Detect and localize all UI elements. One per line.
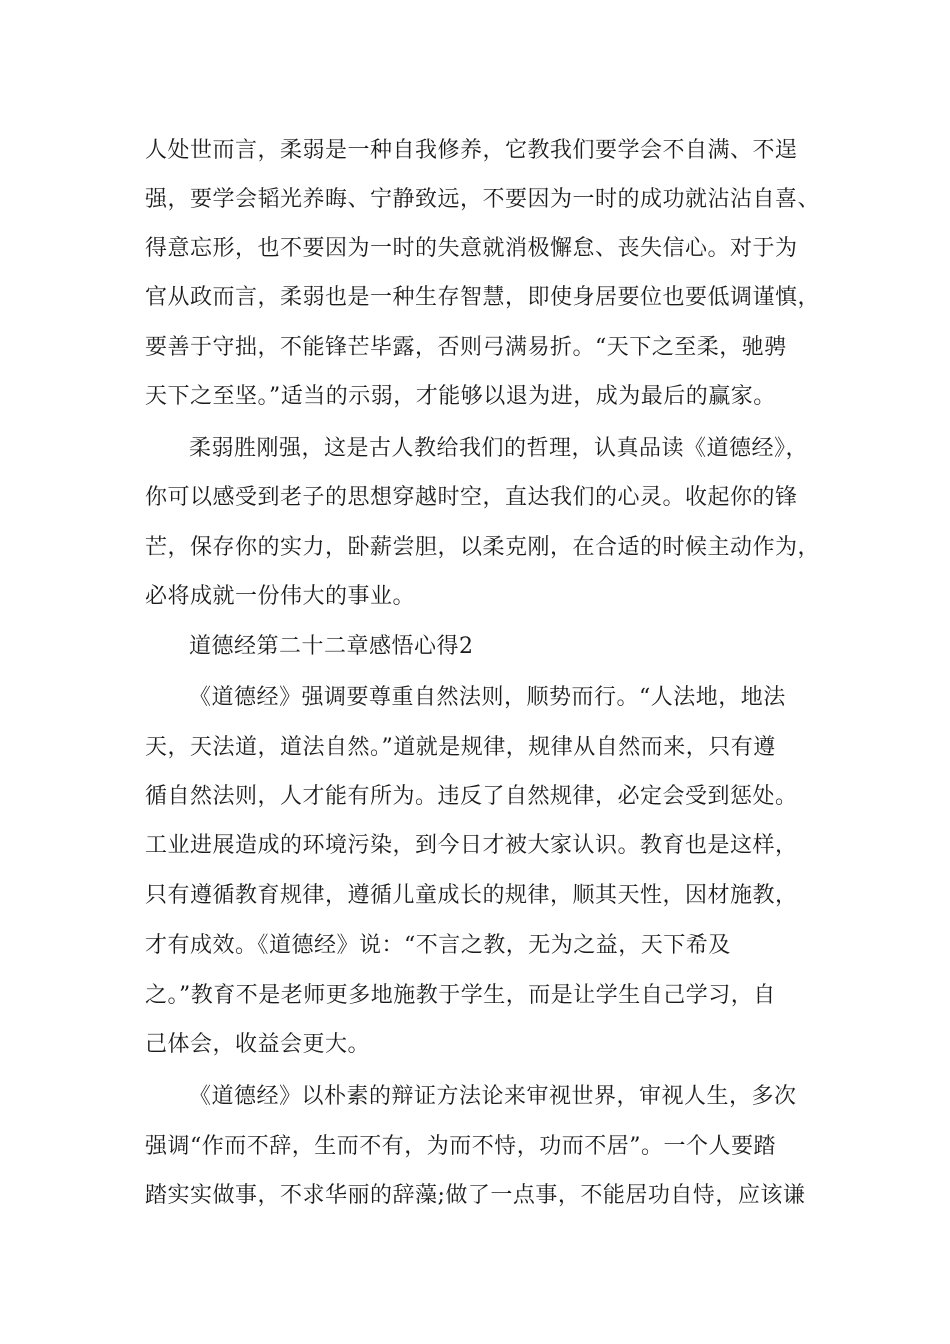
text-line: 之。”教育不是老师更多地施教于学生，而是让学生自己学习，自 — [145, 983, 776, 1008]
text-line: 天下之至坚。”适当的示弱，才能够以退为进，成为最后的赢家。 — [145, 384, 776, 409]
text-line: 循自然法则，人才能有所为。违反了自然规律，必定会受到惩处。 — [145, 784, 798, 809]
text-line: 工业进展造成的环境污染，到今日才被大家认识。教育也是这样， — [145, 833, 798, 858]
text-line: 踏实实做事，不求华丽的辞藻;做了一点事，不能居功自恃，应该谦 — [145, 1183, 806, 1208]
paragraph-first-line: 柔弱胜刚强，这是古人教给我们的哲理，认真品读《道德经》， — [189, 436, 809, 461]
paragraph-first-line: 《道德经》以朴素的辩证方法论来审视世界，审视人生，多次 — [189, 1084, 797, 1109]
text-line: 人处世而言，柔弱是一种自我修养，它教我们要学会不自满、不逞 — [145, 138, 798, 163]
section-heading: 道德经第二十二章感悟心得2 — [189, 634, 474, 659]
text-line: 强，要学会韬光养晦、宁静致远，不要因为一时的成功就沾沾自喜、 — [145, 187, 821, 212]
text-line: 天，天法道，道法自然。”道就是规律，规律从自然而来，只有遵 — [145, 735, 776, 760]
text-line: 己体会，收益会更大。 — [145, 1032, 371, 1057]
text-line: 芒，保存你的实力，卧薪尝胆，以柔克刚，在合适的时候主动作为， — [145, 535, 821, 560]
text-line: 要善于守拙，不能锋芒毕露，否则弓满易折。“天下之至柔，驰骋 — [145, 335, 787, 360]
text-line: 官从政而言，柔弱也是一种生存智慧，即使身居要位也要低调谨慎， — [145, 285, 821, 310]
text-line: 只有遵循教育规律，遵循儿童成长的规律，顺其天性，因材施教， — [145, 883, 798, 908]
paragraph-first-line: 《道德经》强调要尊重自然法则，顺势而行。“人法地，地法 — [189, 685, 786, 710]
text-line: 必将成就一份伟大的事业。 — [145, 584, 416, 609]
text-line: 才有成效。《道德经》说：“不言之教，无为之益，天下希及 — [145, 933, 731, 958]
text-line: 你可以感受到老子的思想穿越时空，直达我们的心灵。收起你的锋 — [145, 485, 798, 510]
text-line: 得意忘形，也不要因为一时的失意就消极懈怠、丧失信心。对于为 — [145, 236, 798, 261]
text-line: 强调“作而不辞，生而不有，为而不恃，功而不居”。一个人要踏 — [145, 1134, 776, 1159]
